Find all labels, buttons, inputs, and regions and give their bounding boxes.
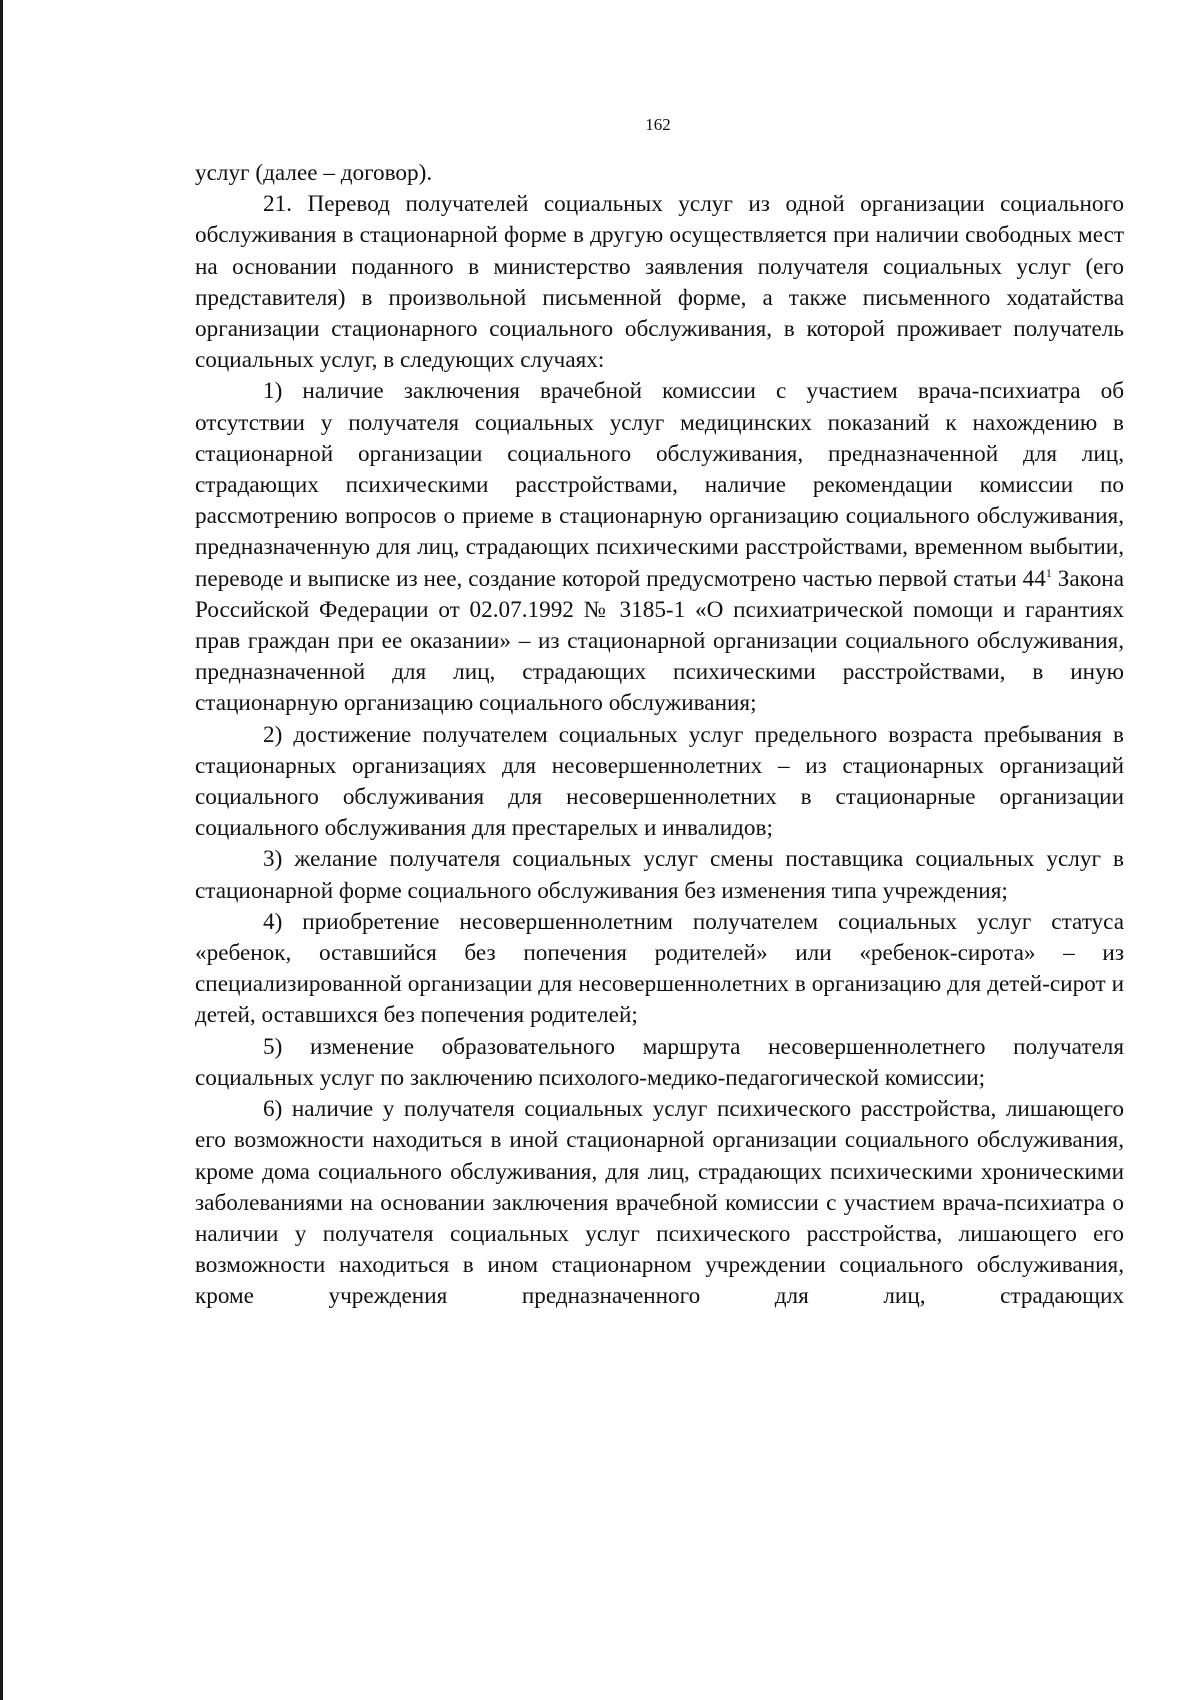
page-number: 162 — [645, 115, 671, 134]
paragraph-subitem-2: 2) достижение получателем социальных услуг предельного возраста пребывания в стационарных организациях для несовершеннолетних – из стационарных организаций социального обслуживания для несовершеннолетних в стационарные организации социального обслуживания для престарелых и инвалидов; — [195, 721, 1124, 842]
document-body — [195, 158, 1124, 1313]
paragraph-item-21: 21. Перевод получателей социальных услуг из одной организации социального обслуживания в стационарной форме в другую осуществляется при наличии свободных мест на основании поданного в министерство заявления получателя социальных услуг (его представителя) в произвольной письменной форме, а также письменного ходатайства организации стационарного социального обслуживания, в которой проживает получатель социальных услуг, в следующих случаях: — [195, 191, 1124, 374]
paragraph-subitem-1-text-a: 1) наличие заключения врачебной комиссии с участием врача-психиатра об отсутствии у получателя социальных услуг медицинских показаний к нахождению в стационарной организации социального обслуживания, предназначенной для лиц, страдающих психическими расстройствами, наличие рекомендации комиссии по рассмотрению вопросов о приеме в стационарную организацию социального обслуживания, предназначенную для лиц, страдающих психическими расстройствами, временном выбытии, переводе и выписке из нее, создание которой предусмотрено частью первой статьи 44 — [195, 378, 1124, 592]
paragraph-subitem-1 — [195, 376, 1124, 719]
paragraph-subitem-6: 6) наличие у получателя социальных услуг психического расстройства, лишающего его возможности находиться в иной стационарной организации социального обслуживания, кроме дома социального обслуживания, для лиц, страдающих психическими хроническими заболеваниями на основании заключения врачебной комиссии с участием врача-психиатра о наличии у получателя социальных услуг психического расстройства, лишающего его возможности находиться в ином стационарном учреждении социального обслуживания, кроме учреждения предназначенного для лиц, страдающих — [195, 1096, 1124, 1310]
superscript-footnote: 1 — [1045, 565, 1052, 580]
paragraph-subitem-5: 5) изменение образовательного маршрута несовершеннолетнего получателя социальных услуг по заключению психолого-медико-педагогической комиссии; — [195, 1033, 1124, 1091]
paragraph-subitem-3: 3) желание получателя социальных услуг смены поставщика социальных услуг в стационарной форме социального обслуживания без изменения типа учреждения; — [195, 846, 1124, 904]
scan-edge — [0, 0, 3, 1700]
paragraph-subitem-1-text-b: Закона Российской Федерации от 02.07.1992 № 3185-1 «О психиатрической помощи и гарантиях прав граждан при ее оказании» – из стационарной организации социального обслуживания, предназначенной для лиц, страдающих психическими расстройствами, в иную стационарную организацию социального обслуживания; — [195, 565, 1124, 717]
paragraph-subitem-4: 4) приобретение несовершеннолетним получателем социальных услуг статуса «ребенок, оставшийся без попечения родителей» или «ребенок-сирота» – из специализированной организации для несовершеннолетних в организацию для детей-сирот и детей, оставшихся без попечения родителей; — [195, 908, 1124, 1029]
paragraph-continuation: услуг (далее – договор). — [195, 160, 433, 186]
